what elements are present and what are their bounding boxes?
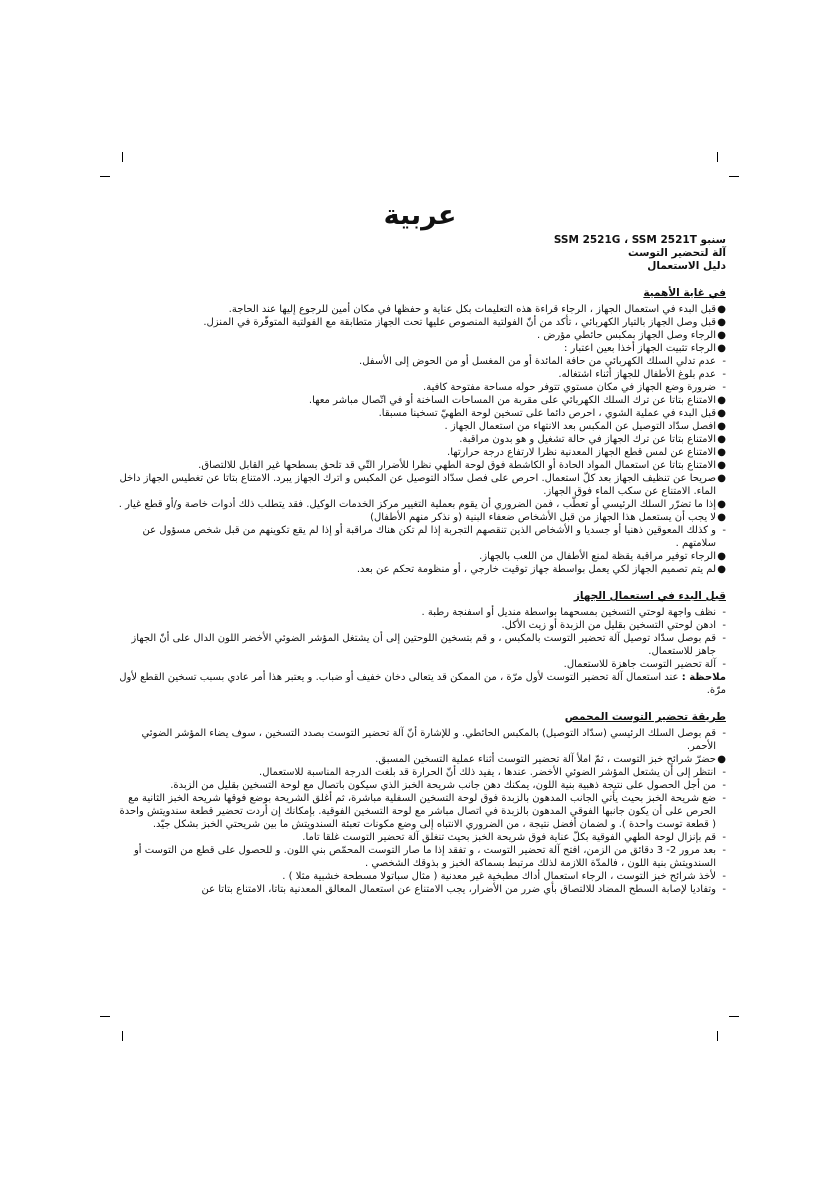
list-item [114, 550, 726, 563]
list-item-text: قبل البدء في عملية الشوي ، احرص دائما على تسخين لوحة الطهيّ تسخينا مسبقا. [378, 408, 716, 419]
list-item [114, 472, 726, 498]
dash-marker: - [722, 845, 726, 856]
list-item-text: الرجاء تثبيت الجهاز أخذا بعين اعتبار : [563, 343, 716, 354]
bullet-icon: ● [717, 434, 726, 445]
dash-marker: - [722, 382, 726, 393]
list-item [114, 420, 726, 433]
list-item [114, 368, 726, 381]
list-item [114, 792, 726, 831]
list-item [114, 844, 726, 870]
list-item-text: صريحا عن تنظيف الجهاز بعد كلّ استعمال. احرص على فصل سدّاد التوصيل عن المكبس و اترك الجهاز يبرد. الامتناع بتاتا عن تغطيس الجهاز داخل الماء. الامتناع عن سكب الماء فوق الجهاز. [119, 473, 716, 497]
dash-marker: - [722, 525, 726, 536]
list-item-text: انتظر إلى أن يشتعل المؤشر الضوئي الأخضر. عندها ، يفيد ذلك أنّ الحرارة قد بلغت الدرجة المناسبة للاستعمال. [259, 767, 716, 778]
list-item [114, 381, 726, 394]
list-item-text: ادهن لوحتي التسخين بقليل من الزبدة أو زيت الأكل. [501, 620, 716, 631]
product-name: آلة لتحضير التوست [627, 247, 726, 259]
dash-marker: - [722, 832, 726, 843]
bullet-icon: ● [717, 512, 726, 523]
section-heading-before-use: قبل البدء في استعمال الجهاز [573, 590, 726, 602]
bullet-icon: ● [717, 564, 726, 575]
list-item-text: إذا ما تضرّر السلك الرئيسي أو تعطّب ، فمن الضروري أن يقوم بعملية التغيير مركز الخدمات الوكيل. فقد يتطلب ذلك أدوات خاصة و/أو قطع غيار . [118, 499, 716, 510]
section-heading-method: طريقة تحضير التوست المحمص [564, 711, 726, 723]
note-text: عند استعمال آلة تحضير التوست لأول مرّة ، من الممكن قد يتعالى دخان خفيف أو ضباب. و يعتبر هذا أمر عادي بسبب تسخين القطع لأول مرّة. [119, 672, 726, 696]
crop-mark-top-right-h [729, 176, 739, 177]
list-item [114, 524, 726, 550]
list-item-text: عدم بلوغ الأطفال للجهاز أثناء اشتغاله. [558, 369, 716, 380]
method-list [114, 727, 726, 896]
list-item-text: بعد مرور 2- 3 دقائق من الزمن، افتح آلة تحضير التوست ، و تفقد إذا ما صار التوست المحمّص بني اللون. و للحصول على قطع من التوست أو السندويتش بنية اللون ، فالمدّة اللازمة لذلك مرتبط بسماكة الخبز و بذوقك الشخصي . [133, 845, 716, 869]
list-item [114, 446, 726, 459]
list-item [114, 766, 726, 779]
dash-marker: - [722, 884, 726, 895]
list-item [114, 883, 726, 896]
crop-mark-bottom-right-v [717, 1031, 718, 1041]
list-item-text: قبل وصل الجهاز بالتيار الكهربائي ، تأكد من أنّ الفولتية المنصوص عليها تحت الجهاز متطابقة مع الفولتية المتوفّرة في المنزل. [203, 317, 716, 328]
note [114, 671, 726, 697]
list-item [114, 606, 726, 619]
list-item [114, 658, 726, 671]
list-item-text: لم يتم تصميم الجهاز لكي يعمل بواسطة جهاز توقيت خارجي ، أو منظومة تحكم عن بعد. [356, 564, 716, 575]
manual-title: دليل الاستعمال [647, 260, 726, 272]
bullet-icon: ● [717, 421, 726, 432]
list-item-text: حضرّ شرائح خبز التوست ، ثمّ املأ آلة تحضير التوست أثناء عملية التسخين المسبق. [375, 754, 716, 765]
list-item-text: الامتناع بتاتا عن ترك السلك الكهربائي على مقربة من المساحات الساخنة أو في اتّصال مباشر معها. [308, 395, 716, 406]
before-use-list [114, 606, 726, 671]
list-item [114, 407, 726, 420]
dash-marker: - [722, 633, 726, 644]
manual-page [114, 200, 726, 896]
list-item [114, 831, 726, 844]
list-item-text: لا يجب أن يستعمل هذا الجهاز من قبل الأشخاص ضعفاء البنية (و نذكر منهم الأطفال) [370, 512, 716, 523]
list-item [114, 498, 726, 511]
dash-marker: - [722, 607, 726, 618]
bullet-icon: ● [717, 304, 726, 315]
crop-mark-bottom-left-h [100, 1016, 110, 1017]
list-item-text: الرجاء وصل الجهاز بمكبس حائطي مؤرض . [536, 330, 716, 341]
list-item-text: افصل سدّاد التوصيل عن المكبس بعد الانتهاء من استعمال الجهاز . [444, 421, 716, 432]
list-item-text: الامتناع بتاتا عن ترك الجهاز في حالة تشغيل و هو بدون مراقبة. [459, 434, 716, 445]
bullet-icon: ● [717, 551, 726, 562]
dash-marker: - [722, 871, 726, 882]
note-label: ملاحظة : [681, 672, 726, 683]
list-item-text: لأخذ شرائح خبز التوست ، الرجاء استعمال أداك مطبخية غير معدنية ( مثال سباتولا مسطحة خشبية مثلا ) . [282, 871, 716, 882]
bullet-icon: ● [717, 317, 726, 328]
list-item-text: الرجاء توفير مراقبة يقظة لمنع الأطفال من اللعب بالجهاز. [479, 551, 716, 562]
list-item-text: الامتناع عن لمس قطع الجهاز المعدنية نظرا لارتفاع درجة حرارتها. [447, 447, 716, 458]
list-item [114, 753, 726, 766]
crop-mark-top-right-v [717, 152, 718, 162]
list-item-text: ضرورة وضع الجهاز في مكان مستوي تتوفر حوله مساحة مفتوحة كافية. [423, 382, 716, 393]
crop-mark-bottom-left-v [122, 1031, 123, 1041]
list-item [114, 342, 726, 355]
bullet-icon: ● [717, 473, 726, 484]
important-list [114, 303, 726, 576]
bullet-icon: ● [717, 754, 726, 765]
list-item-text: قم بإنزال لوحة الطهي الفوقية بكلّ عناية فوق شريحة الخبز بحيث تنغلق آلة تحضير التوست غلقا تاما. [302, 832, 716, 843]
list-item-text: قم بوصل السلك الرئيسي (سدّاد التوصيل) بالمكبس الحائطي. و للإشارة أنّ آلة تحضير التوست بصدد التسخين ، سوف يضاء المؤشر الضوئي الأحمر. [141, 728, 716, 752]
list-item-text: الامتناع بتاتا عن استعمال المواد الحادة أو الكاشطة فوق لوحة الطهي نظرا للأضرار التّي قد تلحق بسطحها غير القابل للالتصاق. [198, 460, 716, 471]
list-item-text: ضع شريحة الخبز بحيث يأتي الجانب المدهون بالزبدة فوق لوحة التسخين السفلية مباشرة، ثم أغلق الشريحة بوضع فوقها شريحة الخبز الثانية مع الحرص على أن يكون جانبها الفوقي المدهون بالزبدة في اتصال مباشر مع لوحة التسخين الفوقية. بإمكانك إن أردت تحضير قطعة سندويتش واحدة ( قطعة توست واحدة ). و لضمان أفضل نتيجة ، من الضروري الانتباه إلى وضع مكونات تعبئة السندويتش ما بين شريحتي الخبز بشكل جيّد. [119, 793, 716, 830]
language-title: عربية [383, 200, 457, 231]
list-item [114, 316, 726, 329]
list-item-text: نظف واجهة لوحتي التسخين بمسحهما بواسطة منديل أو اسفنجة رطبة . [421, 607, 716, 618]
model-line: سنبو SSM 2521G ، SSM 2521T [553, 234, 726, 246]
dash-marker: - [722, 659, 726, 670]
bullet-icon: ● [717, 343, 726, 354]
list-item-text: و كذلك المعوقين ذهنيا أو جسديا و الأشخاص الذين تنقصهم التجربة إذا لم تكن هناك مراقبة أو إذا لم يقع تكوينهم من قبل شخص مسؤول عن سلامتهم . [142, 525, 716, 549]
bullet-icon: ● [717, 447, 726, 458]
crop-mark-top-left-h [100, 176, 110, 177]
bullet-icon: ● [717, 460, 726, 471]
list-item [114, 303, 726, 316]
list-item [114, 779, 726, 792]
list-item-text: آلة تحضير التوست جاهزة للاستعمال. [563, 659, 716, 670]
dash-marker: - [722, 356, 726, 367]
list-item-text: من أجل الحصول على نتيجة ذهبية بنية اللون، يمكنك دهن جانب شريحة الخبز الذي سيكون باتصال مع لوحة التسخين بقليل من الزبدة. [170, 780, 716, 791]
dash-marker: - [722, 620, 726, 631]
bullet-icon: ● [717, 330, 726, 341]
section-heading-important: في غاية الأهمية [643, 287, 726, 299]
list-item-text: عدم تدلي السلك الكهربائي من حافة المائدة أو من المغسل أو من الحوض إلى الأسفل. [359, 356, 716, 367]
list-item [114, 329, 726, 342]
list-item [114, 563, 726, 576]
list-item [114, 632, 726, 658]
list-item [114, 394, 726, 407]
crop-mark-top-left-v [122, 152, 123, 162]
crop-mark-bottom-right-h [729, 1016, 739, 1017]
list-item [114, 511, 726, 524]
list-item [114, 433, 726, 446]
list-item-text: وتفاديا لإصابة السطح المضاد للالتصاق بأي ضرر من الأضرار، يجب الامتناع عن استعمال المعالق المعدنية بتاتا، الامتناع بتاتا عن [201, 884, 716, 895]
dash-marker: - [722, 793, 726, 804]
bullet-icon: ● [717, 395, 726, 406]
list-item-text: قم بوصل سدّاد توصيل آلة تحضير التوست بالمكبس ، و قم بتسخين اللوحتين إلى أن يشتغل المؤشر الضوئي الأخضر اللون الدال على أنّ الجهاز جاهز للاستعمال. [131, 633, 716, 657]
list-item [114, 727, 726, 753]
dash-marker: - [722, 369, 726, 380]
dash-marker: - [722, 767, 726, 778]
list-item [114, 459, 726, 472]
bullet-icon: ● [717, 408, 726, 419]
dash-marker: - [722, 728, 726, 739]
list-item [114, 870, 726, 883]
bullet-icon: ● [717, 499, 726, 510]
list-item [114, 355, 726, 368]
list-item-text: قبل البدء في استعمال الجهاز ، الرجاء قراءة هذه التعليمات بكل عناية و حفظها في مكان أمين للرجوع إليها عند الحاجة. [228, 304, 716, 315]
list-item [114, 619, 726, 632]
dash-marker: - [722, 780, 726, 791]
